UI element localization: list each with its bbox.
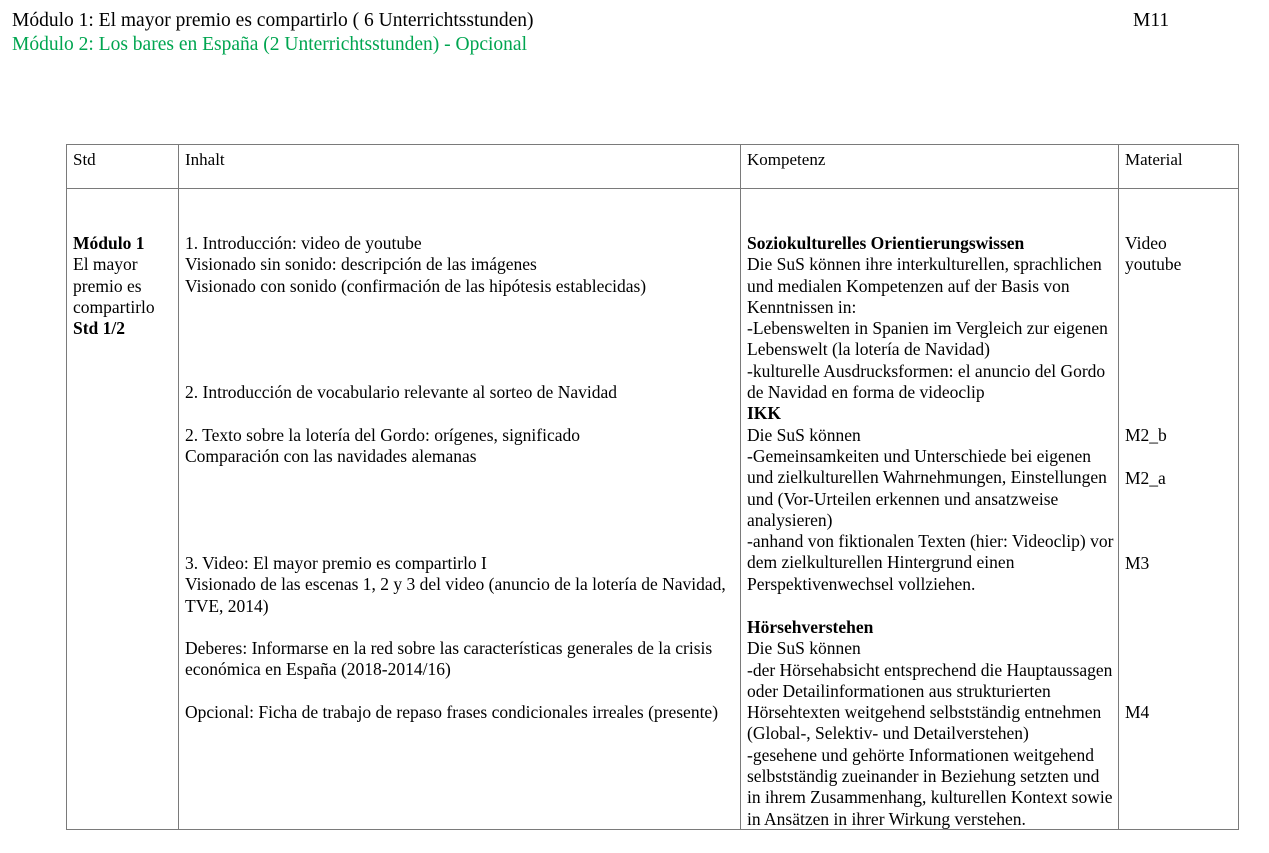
inhalt-item-1-line-2: Visionado sin sonido: descripción de las imágenes [185,254,537,275]
inhalt-item-1-line-3: Visionado con sonido (confirmación de las hipótesis establecidas) [185,275,647,296]
column-header-kompetenz: Kompetenz [741,145,1119,189]
std-module-line-3: premio es [73,275,142,296]
material-item-video-line-2: youtube [1125,254,1182,275]
column-header-inhalt: Inhalt [179,145,741,189]
table-header-row [67,145,1239,189]
kompetenz-ikk-bullet-2: -anhand von fiktionalen Texten (hier: Videoclip) vor dem zielkulturellen Hintergrund einen Perspektivenwechsel vollziehen. [747,531,1114,594]
material-item-video-line-1: Video [1125,233,1167,253]
module-2-title: Módulo 2: Los bares en España (2 Unterrichtsstunden) - Opcional [12,34,527,55]
std-module-title: Módulo 1 [73,233,145,253]
std-hours: Std 1/2 [73,318,126,339]
std-module-line-2: El mayor [73,254,138,275]
inhalt-item-3-line-1: 2. Texto sobre la lotería del Gordo: orígenes, significado [185,425,581,445]
inhalt-item-4-line-1: 3. Video: El mayor premio es compartirlo I [185,553,487,573]
material-item-m4: M4 [1125,702,1150,722]
kompetenz-hoersehverstehen-bullet-1: -der Hörsehabsicht entsprechend die Hauptaussagen oder Detailinformationen aus strukturierten Hörsehtexten weitgehend selbstständig entnehmen (Global-, Selektiv- und Detailverstehen) [747,659,1113,744]
kompetenz-ikk-bullet-1: -Gemeinsamkeiten und Unterschiede bei eigenen und zielkulturellen Wahrnehmungen, Einstellungen und (Vor-Urteilen erkennen und ansatzweise analysieren) [747,445,1107,530]
inhalt-item-2: 2. Introducción de vocabulario relevante al sorteo de Navidad [185,382,617,402]
kompetenz-hoersehverstehen-intro: Die SuS können [747,638,861,659]
page-header [0,0,1269,130]
material-item-m2a: M2_a [1125,468,1166,488]
kompetenz-ikk-intro: Die SuS können [747,424,861,445]
inhalt-item-1-line-1: 1. Introducción: video de youtube [185,233,422,253]
kompetenz-soziokulturelles-intro: Die SuS können ihre interkulturellen, sprachlichen und medialen Kompetenzen auf der Basis von Kenntnissen in: [747,254,1102,317]
cell-std [67,189,179,830]
kompetenz-hoersehverstehen-bullet-2: -gesehene und gehörte Informationen weitgehend selbstständig zueinander in Beziehung setzten und in ihrem Zusammenhang, kulturellen Kontext sowie in Ansätzen in ihrer Wirkung verstehen. [747,744,1113,829]
cell-inhalt [179,189,741,830]
kompetenz-heading-ikk: IKK [747,403,782,424]
inhalt-homework: Deberes: Informarse en la red sobre las características generales de la crisis económica en España (2018-2014/16) [185,638,713,680]
inhalt-item-4-line-2: Visionado de las escenas 1, 2 y 3 del video (anuncio de la lotería de Navidad, TVE, 2014) [185,574,726,616]
kompetenz-heading-hoersehverstehen: Hörsehverstehen [747,617,874,637]
material-item-m2b: M2_b [1125,425,1167,445]
cell-material [1119,189,1239,830]
column-header-material: Material [1119,145,1239,189]
column-header-std: Std [67,145,179,189]
table-row [67,189,1239,830]
cell-kompetenz [741,189,1119,830]
inhalt-optional: Opcional: Ficha de trabajo de repaso frases condicionales irreales (presente) [185,702,719,722]
kompetenz-soziokulturelles-bullet-2: -kulturelle Ausdrucksformen: el anuncio del Gordo de Navidad en forma de videoclip [747,360,1106,403]
lesson-plan-table [66,144,1239,830]
kompetenz-heading-soziokulturelles: Soziokulturelles Orientierungswissen [747,233,1025,253]
std-module-line-4: compartirlo [73,296,155,317]
module-1-title: Módulo 1: El mayor premio es compartirlo ( 6 Unterrichtsstunden) [12,10,534,31]
module-code: M11 [1133,10,1170,31]
material-item-m3: M3 [1125,553,1150,573]
inhalt-item-3-line-2: Comparación con las navidades alemanas [185,446,477,467]
kompetenz-soziokulturelles-bullet-1: -Lebenswelten in Spanien im Vergleich zur eigenen Lebenswelt (la lotería de Navidad) [747,318,1108,360]
